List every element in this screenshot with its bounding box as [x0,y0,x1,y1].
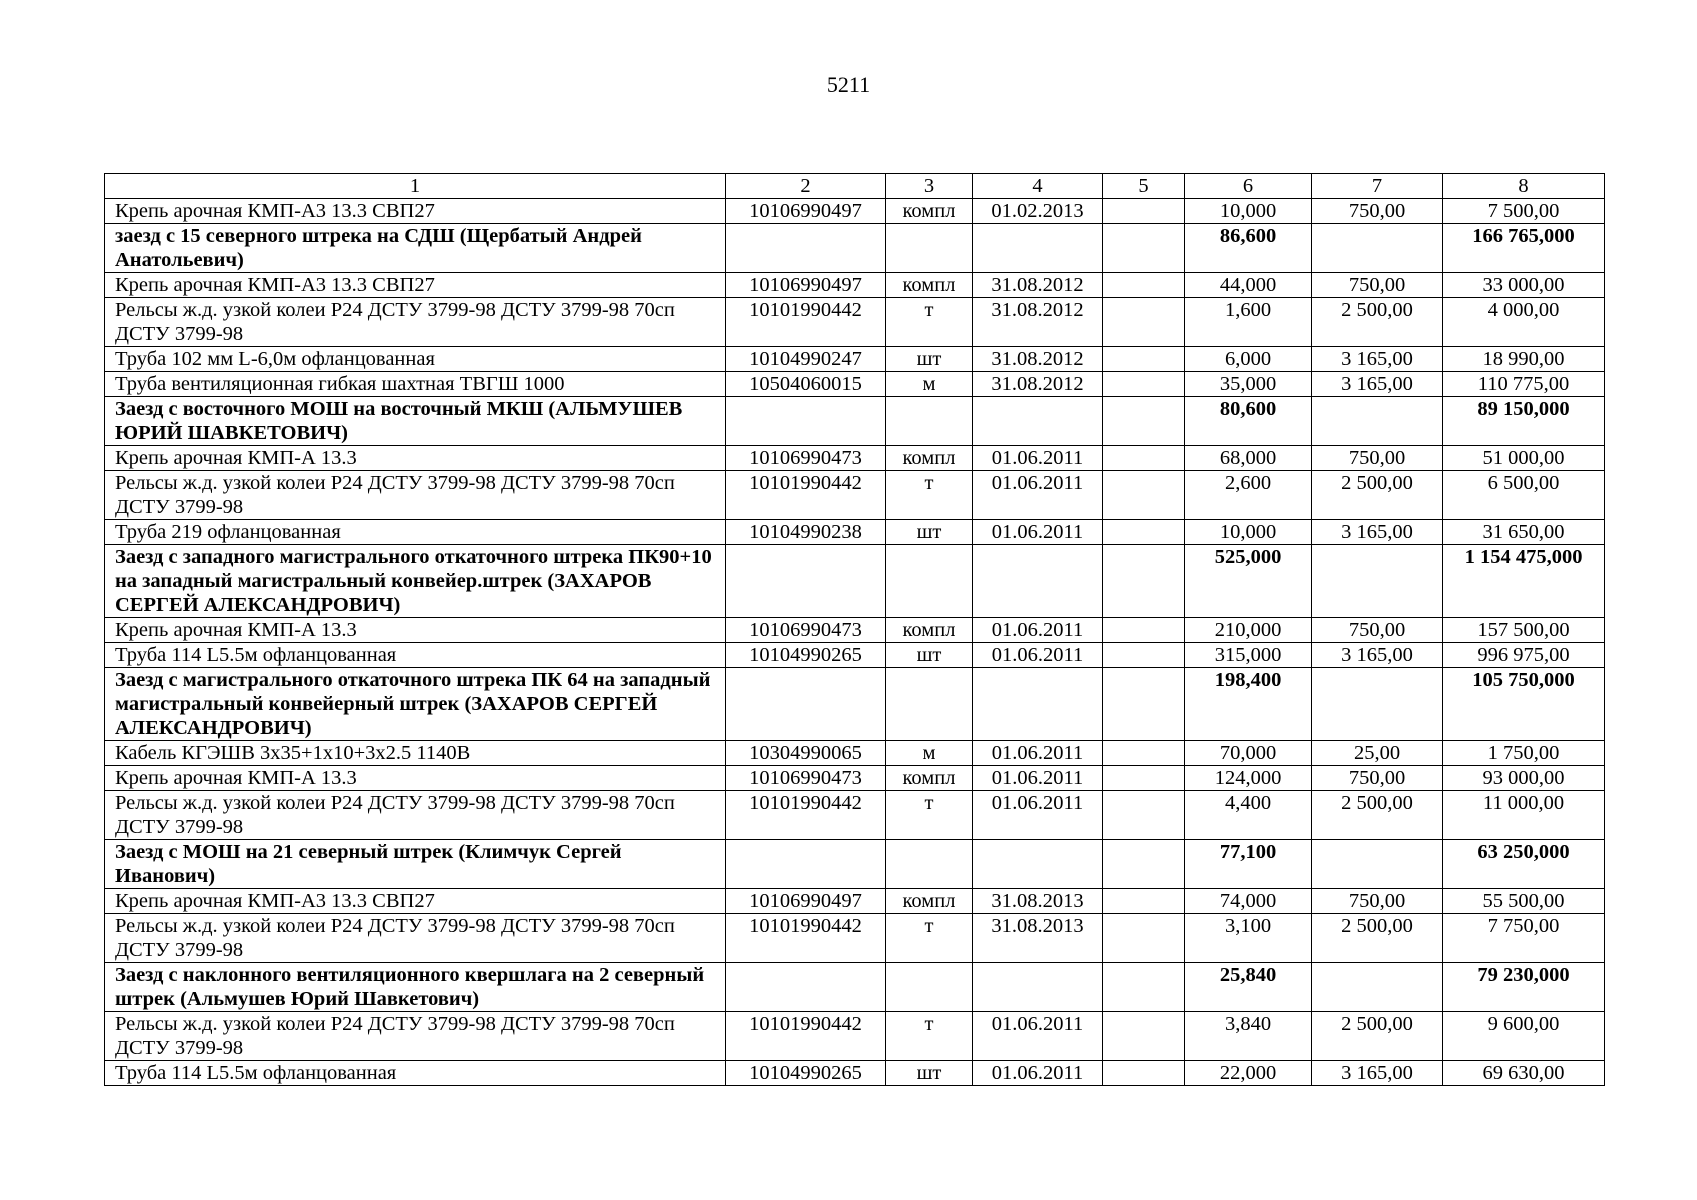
unit-cell: т [886,471,973,520]
quantity-cell: 74,000 [1185,889,1312,914]
item-code-cell [726,224,886,273]
empty-cell [1103,298,1185,347]
item-name-cell: Рельсы ж.д. узкой колеи Р24 ДСТУ 3799-98 ДСТУ 3799-98 70сп ДСТУ 3799-98 [105,791,726,840]
item-name-cell: Труба 114 L5.5м офланцованная [105,1061,726,1086]
table-row [105,199,1605,224]
item-code-cell: 10104990265 [726,1061,886,1086]
item-code-cell: 10101990442 [726,471,886,520]
date-cell: 01.06.2011 [973,446,1103,471]
table-row [105,643,1605,668]
item-code-cell: 10101990442 [726,914,886,963]
item-name-cell: Крепь арочная КМП-А3 13.3 СВП27 [105,889,726,914]
quantity-cell: 44,000 [1185,273,1312,298]
column-header: 2 [726,174,886,199]
quantity-cell: 210,000 [1185,618,1312,643]
unit-cell: компл [886,273,973,298]
price-cell: 750,00 [1312,618,1443,643]
item-name-cell: Труба вентиляционная гибкая шахтная ТВГШ 1000 [105,372,726,397]
column-header: 8 [1443,174,1605,199]
date-cell [973,397,1103,446]
table-row [105,618,1605,643]
item-name-cell: Рельсы ж.д. узкой колеи Р24 ДСТУ 3799-98 ДСТУ 3799-98 70сп ДСТУ 3799-98 [105,298,726,347]
quantity-cell: 10,000 [1185,199,1312,224]
group-row [105,840,1605,889]
date-cell: 31.08.2012 [973,298,1103,347]
sum-cell: 51 000,00 [1443,446,1605,471]
empty-cell [1103,224,1185,273]
date-cell [973,224,1103,273]
date-cell: 31.08.2012 [973,273,1103,298]
empty-cell [1103,791,1185,840]
price-cell [1312,224,1443,273]
unit-cell: компл [886,889,973,914]
table-row [105,520,1605,545]
unit-cell: т [886,914,973,963]
sum-cell: 69 630,00 [1443,1061,1605,1086]
empty-cell [1103,273,1185,298]
date-cell: 01.02.2013 [973,199,1103,224]
sum-cell: 996 975,00 [1443,643,1605,668]
sum-cell: 157 500,00 [1443,618,1605,643]
header-row [105,174,1605,199]
empty-cell [1103,545,1185,618]
price-cell: 2 500,00 [1312,791,1443,840]
sum-cell: 31 650,00 [1443,520,1605,545]
price-cell [1312,963,1443,1012]
quantity-cell: 124,000 [1185,766,1312,791]
table-row [105,889,1605,914]
quantity-cell: 22,000 [1185,1061,1312,1086]
unit-cell [886,397,973,446]
price-cell: 750,00 [1312,889,1443,914]
item-name-cell: Кабель КГЭШВ 3х35+1х10+3х2.5 1140В [105,741,726,766]
unit-cell: шт [886,347,973,372]
quantity-cell: 70,000 [1185,741,1312,766]
item-name-cell: Рельсы ж.д. узкой колеи Р24 ДСТУ 3799-98 ДСТУ 3799-98 70сп ДСТУ 3799-98 [105,1012,726,1061]
price-cell: 3 165,00 [1312,520,1443,545]
empty-cell [1103,840,1185,889]
unit-cell [886,668,973,741]
date-cell [973,963,1103,1012]
unit-cell [886,840,973,889]
quantity-cell: 1,600 [1185,298,1312,347]
price-cell: 3 165,00 [1312,1061,1443,1086]
unit-cell: м [886,741,973,766]
unit-cell: т [886,298,973,347]
item-name-cell: Рельсы ж.д. узкой колеи Р24 ДСТУ 3799-98 ДСТУ 3799-98 70сп ДСТУ 3799-98 [105,471,726,520]
price-cell: 3 165,00 [1312,643,1443,668]
unit-cell: компл [886,199,973,224]
unit-cell: компл [886,618,973,643]
unit-cell: компл [886,766,973,791]
price-cell: 750,00 [1312,446,1443,471]
group-row [105,668,1605,741]
price-cell: 750,00 [1312,766,1443,791]
empty-cell [1103,446,1185,471]
price-cell: 2 500,00 [1312,914,1443,963]
empty-cell [1103,618,1185,643]
price-cell [1312,668,1443,741]
table-body [105,174,1605,1086]
unit-cell: т [886,791,973,840]
quantity-cell: 2,600 [1185,471,1312,520]
item-name-cell: Труба 114 L5.5м офланцованная [105,643,726,668]
column-header: 3 [886,174,973,199]
table-row [105,1012,1605,1061]
item-code-cell: 10106990473 [726,766,886,791]
date-cell: 01.06.2011 [973,520,1103,545]
quantity-cell: 10,000 [1185,520,1312,545]
table-row [105,791,1605,840]
item-code-cell: 10101990442 [726,298,886,347]
sum-cell: 89 150,000 [1443,397,1605,446]
item-code-cell: 10106990497 [726,273,886,298]
quantity-cell: 86,600 [1185,224,1312,273]
price-cell: 2 500,00 [1312,298,1443,347]
item-code-cell: 10104990238 [726,520,886,545]
table-row [105,347,1605,372]
group-row [105,545,1605,618]
quantity-cell: 35,000 [1185,372,1312,397]
empty-cell [1103,766,1185,791]
date-cell: 31.08.2013 [973,914,1103,963]
unit-cell: шт [886,643,973,668]
date-cell: 01.06.2011 [973,1061,1103,1086]
unit-cell: т [886,1012,973,1061]
group-row [105,397,1605,446]
item-name-cell: Заезд с восточного МОШ на восточный МКШ (АЛЬМУШЕВ ЮРИЙ ШАВКЕТОВИЧ) [105,397,726,446]
column-header: 4 [973,174,1103,199]
item-code-cell: 10106990473 [726,446,886,471]
price-cell: 25,00 [1312,741,1443,766]
inventory-table [104,173,1605,1086]
sum-cell: 63 250,000 [1443,840,1605,889]
quantity-cell: 198,400 [1185,668,1312,741]
unit-cell: шт [886,520,973,545]
empty-cell [1103,668,1185,741]
table-row [105,471,1605,520]
price-cell: 750,00 [1312,273,1443,298]
quantity-cell: 3,100 [1185,914,1312,963]
item-code-cell [726,545,886,618]
empty-cell [1103,963,1185,1012]
item-name-cell: Крепь арочная КМП-А 13.3 [105,618,726,643]
table-row [105,372,1605,397]
item-code-cell: 10106990497 [726,199,886,224]
item-code-cell: 10104990247 [726,347,886,372]
item-name-cell: Труба 102 мм L-6,0м офланцованная [105,347,726,372]
sum-cell: 1 154 475,000 [1443,545,1605,618]
item-name-cell: заезд с 15 северного штрека на СДШ (Щербатый Андрей Анатольевич) [105,224,726,273]
group-row [105,224,1605,273]
empty-cell [1103,520,1185,545]
unit-cell [886,545,973,618]
sum-cell: 110 775,00 [1443,372,1605,397]
price-cell: 2 500,00 [1312,471,1443,520]
price-cell: 750,00 [1312,199,1443,224]
empty-cell [1103,397,1185,446]
item-name-cell: Крепь арочная КМП-А 13.3 [105,446,726,471]
item-code-cell: 10504060015 [726,372,886,397]
date-cell: 01.06.2011 [973,643,1103,668]
price-cell [1312,545,1443,618]
group-row [105,963,1605,1012]
date-cell: 31.08.2012 [973,347,1103,372]
column-header: 5 [1103,174,1185,199]
date-cell [973,840,1103,889]
item-name-cell: Заезд с магистрального откаточного штрека ПК 64 на западный магистральный конвейерный штрек (ЗАХАРОВ СЕРГЕЙ АЛЕКСАНДРОВИЧ) [105,668,726,741]
sum-cell: 7 500,00 [1443,199,1605,224]
item-name-cell: Заезд с МОШ на 21 северный штрек (Климчук Сергей Иванович) [105,840,726,889]
sum-cell: 166 765,000 [1443,224,1605,273]
item-name-cell: Крепь арочная КМП-А3 13.3 СВП27 [105,199,726,224]
price-cell: 3 165,00 [1312,347,1443,372]
table-row [105,766,1605,791]
unit-cell: компл [886,446,973,471]
sum-cell: 79 230,000 [1443,963,1605,1012]
table-row [105,1061,1605,1086]
sum-cell: 105 750,000 [1443,668,1605,741]
empty-cell [1103,1061,1185,1086]
item-name-cell: Заезд с наклонного вентиляционного квершлага на 2 северный штрек (Альмушев Юрий Шавкетович) [105,963,726,1012]
empty-cell [1103,914,1185,963]
date-cell: 01.06.2011 [973,1012,1103,1061]
table-row [105,298,1605,347]
date-cell: 01.06.2011 [973,618,1103,643]
quantity-cell: 315,000 [1185,643,1312,668]
sum-cell: 55 500,00 [1443,889,1605,914]
item-name-cell: Крепь арочная КМП-А 13.3 [105,766,726,791]
empty-cell [1103,1012,1185,1061]
unit-cell: шт [886,1061,973,1086]
column-header: 7 [1312,174,1443,199]
quantity-cell: 4,400 [1185,791,1312,840]
quantity-cell: 77,100 [1185,840,1312,889]
quantity-cell: 3,840 [1185,1012,1312,1061]
table-row [105,741,1605,766]
quantity-cell: 80,600 [1185,397,1312,446]
empty-cell [1103,199,1185,224]
date-cell: 01.06.2011 [973,791,1103,840]
item-code-cell: 10104990265 [726,643,886,668]
empty-cell [1103,643,1185,668]
item-name-cell: Крепь арочная КМП-А3 13.3 СВП27 [105,273,726,298]
item-name-cell: Труба 219 офланцованная [105,520,726,545]
empty-cell [1103,471,1185,520]
item-code-cell: 10106990473 [726,618,886,643]
column-header: 1 [105,174,726,199]
empty-cell [1103,741,1185,766]
date-cell [973,668,1103,741]
empty-cell [1103,347,1185,372]
date-cell: 31.08.2013 [973,889,1103,914]
item-code-cell [726,963,886,1012]
unit-cell [886,963,973,1012]
quantity-cell: 68,000 [1185,446,1312,471]
item-code-cell: 10304990065 [726,741,886,766]
unit-cell: м [886,372,973,397]
quantity-cell: 6,000 [1185,347,1312,372]
sum-cell: 9 600,00 [1443,1012,1605,1061]
price-cell: 2 500,00 [1312,1012,1443,1061]
unit-cell [886,224,973,273]
table-row [105,446,1605,471]
empty-cell [1103,372,1185,397]
price-cell [1312,840,1443,889]
sum-cell: 93 000,00 [1443,766,1605,791]
item-code-cell: 10106990497 [726,889,886,914]
sum-cell: 1 750,00 [1443,741,1605,766]
date-cell: 01.06.2011 [973,471,1103,520]
date-cell: 01.06.2011 [973,766,1103,791]
price-cell [1312,397,1443,446]
item-name-cell: Заезд с западного магистрального откаточного штрека ПК90+10 на западный магистральный конвейер.штрек (ЗАХАРОВ СЕРГЕЙ АЛЕКСАНДРОВИЧ) [105,545,726,618]
sum-cell: 7 750,00 [1443,914,1605,963]
date-cell: 01.06.2011 [973,741,1103,766]
page-number: 5211 [826,72,871,97]
table-row [105,273,1605,298]
date-cell [973,545,1103,618]
sum-cell: 6 500,00 [1443,471,1605,520]
column-header: 6 [1185,174,1312,199]
sum-cell: 11 000,00 [1443,791,1605,840]
table-row [105,914,1605,963]
item-name-cell: Рельсы ж.д. узкой колеи Р24 ДСТУ 3799-98 ДСТУ 3799-98 70сп ДСТУ 3799-98 [105,914,726,963]
quantity-cell: 525,000 [1185,545,1312,618]
sum-cell: 18 990,00 [1443,347,1605,372]
item-code-cell [726,840,886,889]
price-cell: 3 165,00 [1312,372,1443,397]
item-code-cell [726,397,886,446]
item-code-cell: 10101990442 [726,1012,886,1061]
date-cell: 31.08.2012 [973,372,1103,397]
quantity-cell: 25,840 [1185,963,1312,1012]
item-code-cell: 10101990442 [726,791,886,840]
sum-cell: 4 000,00 [1443,298,1605,347]
empty-cell [1103,889,1185,914]
item-code-cell [726,668,886,741]
sum-cell: 33 000,00 [1443,273,1605,298]
